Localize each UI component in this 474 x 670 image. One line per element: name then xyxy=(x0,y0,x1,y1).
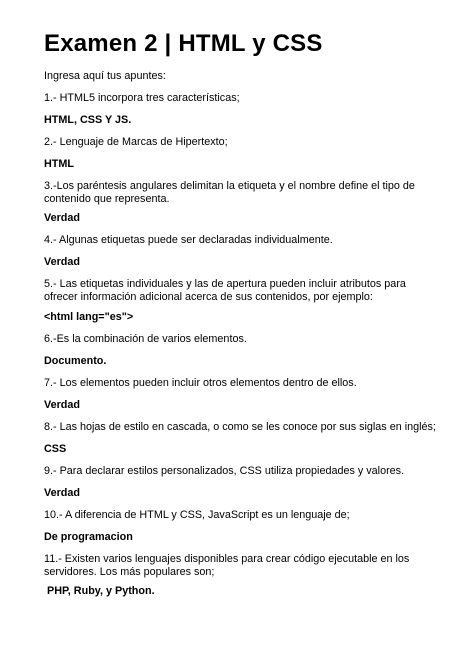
question-7: 7.- Los elementos pueden incluir otros elementos dentro de ellos. xyxy=(44,377,357,389)
document-title: Examen 2 | HTML y CSS xyxy=(44,30,323,57)
answer-3: Verdad xyxy=(44,212,81,224)
question-10: 10.- A diferencia de HTML y CSS, JavaScript es un lenguaje de; xyxy=(44,509,350,521)
question-6: 6.-Es la combinación de varios elementos. xyxy=(44,333,247,345)
answer-8: CSS xyxy=(44,443,67,455)
answer-5: <html lang="es"> xyxy=(44,311,134,323)
question-1: 1.- HTML5 incorpora tres características; xyxy=(44,92,240,104)
question-3: 3.-Los paréntesis angulares delimitan la etiqueta y el nombre define el tipo de contenido que representa. xyxy=(44,180,415,205)
question-4: 4.- Algunas etiquetas puede ser declaradas individualmente. xyxy=(44,234,333,246)
answer-9: Verdad xyxy=(44,487,81,499)
question-9: 9.- Para declarar estilos personalizados, CSS utiliza propiedades y valores. xyxy=(44,465,405,477)
question-8: 8.- Las hojas de estilo en cascada, o como se les conoce por sus siglas en inglés; xyxy=(44,421,436,433)
question-5: 5.- Las etiquetas individuales y las de apertura pueden incluir atributos para ofrecer información adicional acerca de sus contenidos, por ejemplo: xyxy=(44,278,406,303)
answer-1: HTML, CSS Y JS. xyxy=(44,114,132,126)
answer-11: PHP, Ruby, y Python. xyxy=(44,585,155,597)
answer-7: Verdad xyxy=(44,399,81,411)
answer-4: Verdad xyxy=(44,256,81,268)
question-11: 11.- Existen varios lenguajes disponibles para crear código ejecutable en los servidores. Los más populares son; xyxy=(44,553,410,578)
answer-6: Documento. xyxy=(44,355,107,367)
answer-10: De programacion xyxy=(44,531,133,543)
answer-2: HTML xyxy=(44,158,74,170)
intro-text: Ingresa aquí tus apuntes: xyxy=(44,70,166,82)
question-2: 2.- Lenguaje de Marcas de Hipertexto; xyxy=(44,136,228,148)
